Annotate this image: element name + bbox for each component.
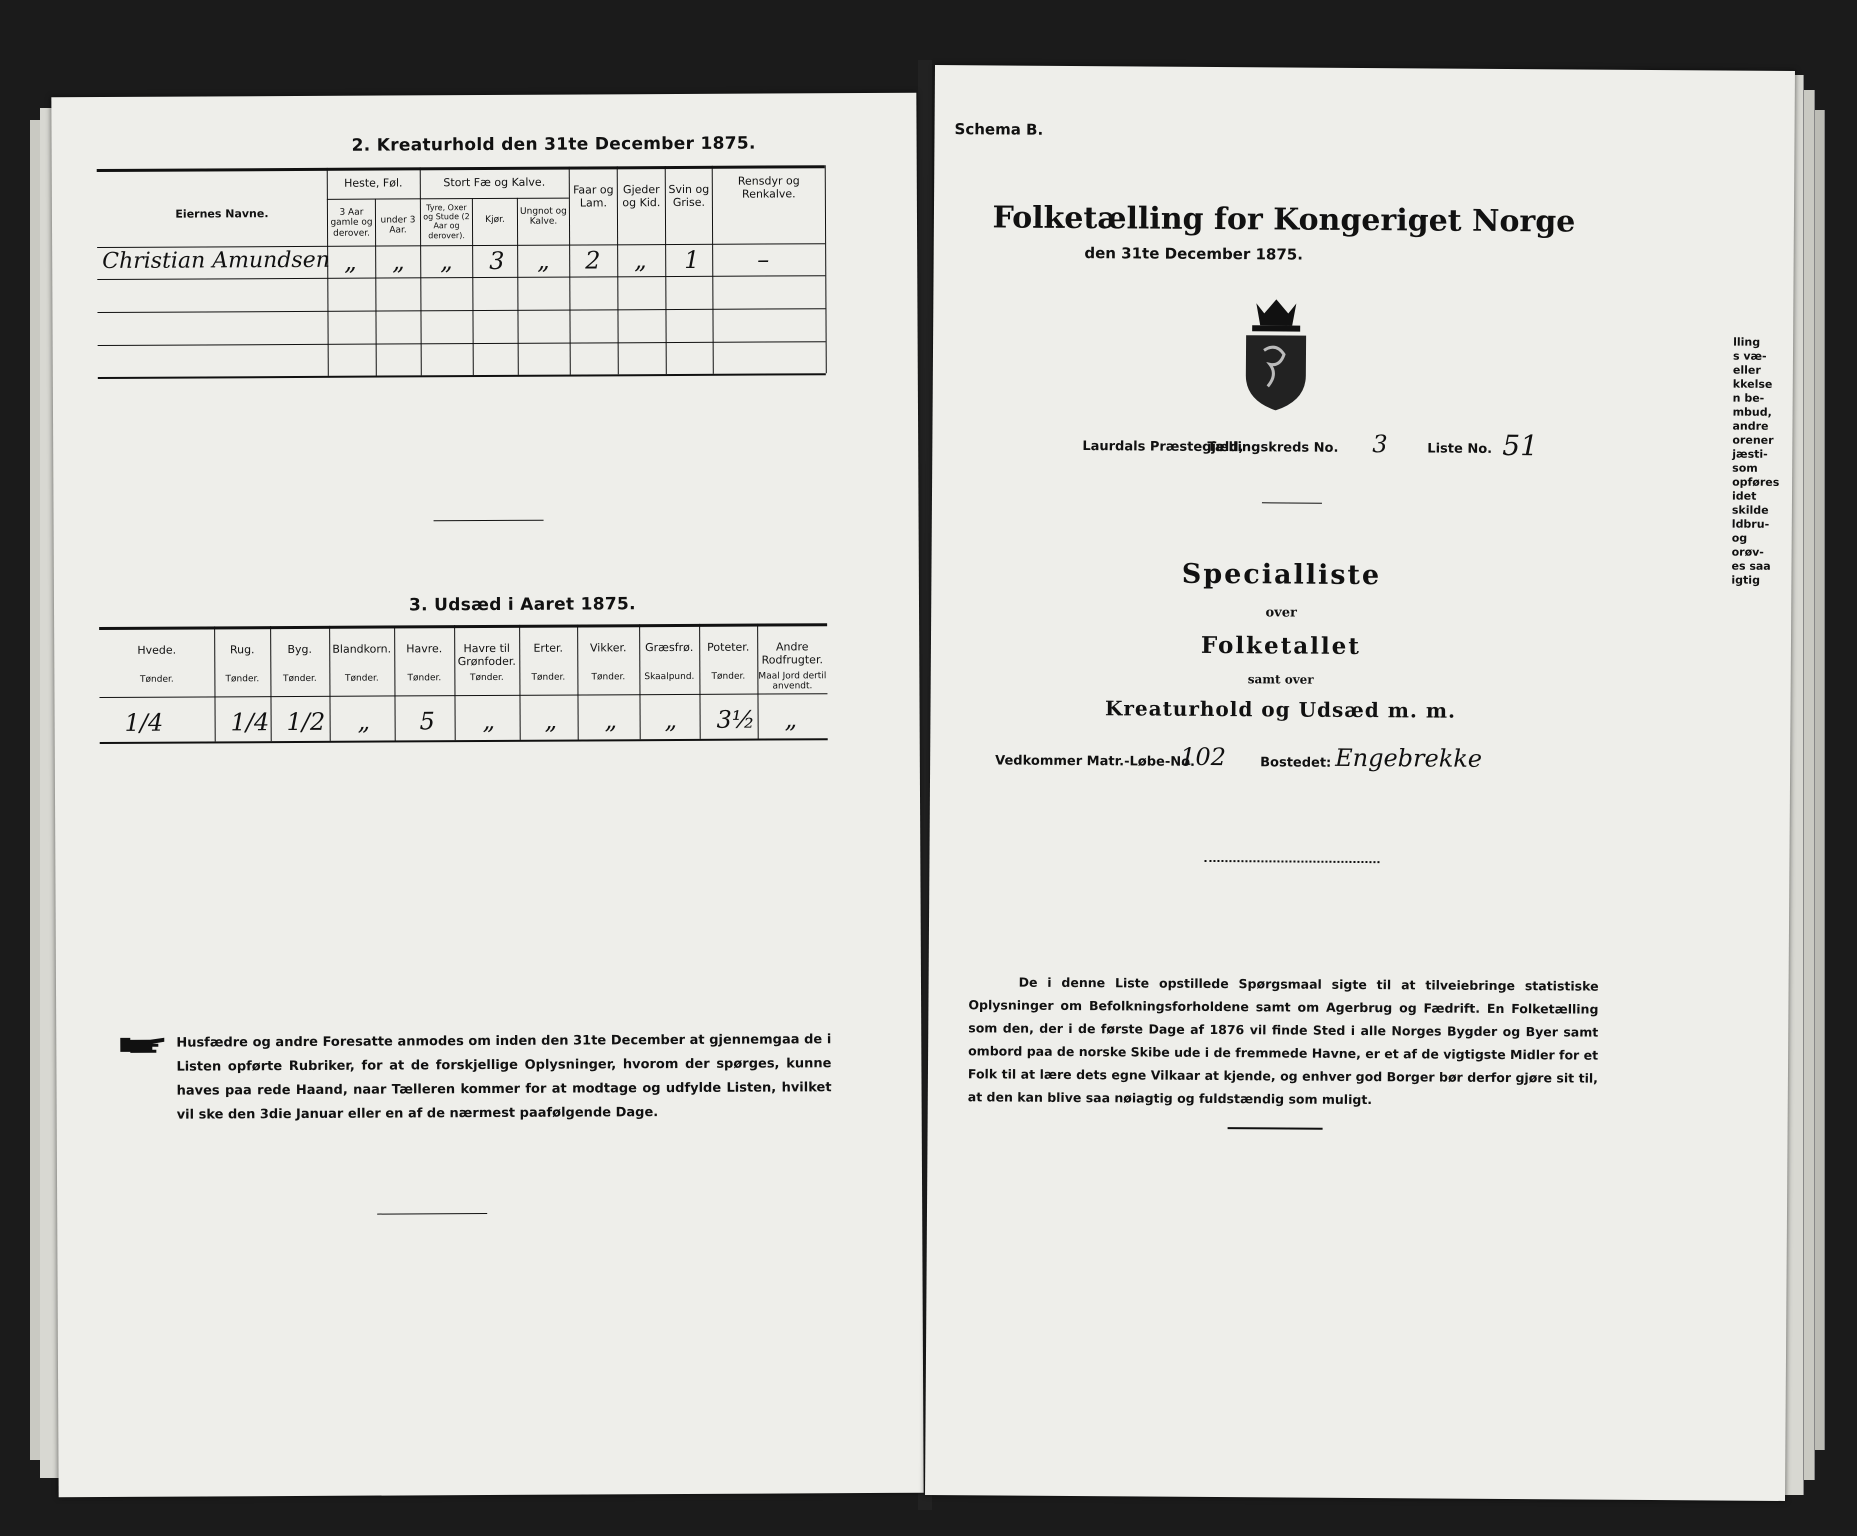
udsaed-col-name: Erter.	[533, 641, 564, 655]
udsaed-value: „	[544, 706, 558, 735]
margin-fragment: andre	[1732, 419, 1769, 433]
col-header: Gjeder og Kid.	[622, 183, 661, 209]
udsaed-col-name: Havre.	[406, 642, 443, 656]
margin-fragment: skilde	[1731, 503, 1769, 517]
margin-fragment: og	[1731, 531, 1748, 545]
margin-fragment: orøv-	[1731, 545, 1764, 559]
bostedet-value: Engebrekke	[1335, 743, 1483, 773]
col-header: Svin og Grise.	[668, 182, 710, 209]
group-rule	[327, 198, 569, 200]
udsaed-col-unit: Tønder.	[283, 673, 317, 685]
udsaed-col-name: Hvede.	[137, 643, 177, 657]
left-page	[51, 93, 923, 1498]
col-header: Tyre, Oxer og Stude (2 Aar og derover).	[423, 203, 470, 240]
udsaed-value: „	[784, 705, 798, 734]
col-header: Ungnot og Kalve.	[519, 206, 567, 228]
liste-value: 51	[1502, 428, 1539, 463]
margin-fragment: jæsti-	[1732, 447, 1768, 461]
margin-fragment: eller	[1732, 363, 1761, 377]
notice-text: Husfædre og andre Foresatte anmodes om inden den 31te December at gjennemgaa de i Listen opførte Rubriker, for at de forskjellige Oplysninger, hvorom der spørges, kunne haves paa rede Haand, naar Tælleren kommer for at modtage og udfylde Listen, hvilket vil ske den 3die Januar eller en af de nærmest paafølgende Dage.	[176, 1032, 832, 1123]
prestegjeld-label: Laurdals Præstegjeld,	[1082, 439, 1244, 456]
udsaed-col-name: Andre Rodfrugter.	[761, 640, 823, 667]
liste-label: Liste No.	[1427, 441, 1493, 457]
over-label: over	[1265, 605, 1297, 621]
margin-fragment: orener	[1732, 433, 1774, 447]
pointing-hand-icon	[118, 1032, 168, 1058]
col-header: Rensdyr og Renkalve.	[737, 174, 800, 201]
udsaed-col-unit: Tønder.	[591, 672, 626, 683]
heste-group-header: Heste, Føl.	[344, 176, 403, 190]
table-bottom-rule	[98, 373, 826, 379]
margin-fragment: kkelse	[1732, 377, 1773, 391]
udsaed-col-unit: Tønder.	[711, 671, 746, 682]
value-cell: „	[344, 247, 357, 276]
value-cell: 3	[489, 246, 505, 275]
udsaed-value: 1/4	[230, 708, 270, 737]
schema-label: Schema B.	[954, 120, 1044, 139]
value-cell: „	[440, 247, 453, 276]
explanation-paragraph: De i denne Liste opstillede Spørgsmaal sigte til at tilveiebringe statistiske Oplysninger om Befolkningsforholdene samt om Agerbrug og Fædrift. En Folketælling som den, der i de første Dage af 1876 vil finde Sted i alle Norges Bygder og Byer samt ombord paa de norske Skibe ude i de fremmede Havne, er et af de vigtigste Midler for et Folk til at lære dets egne Vilkaar at kjende, og enhver god Borger bør derfor gjøre sit til, at den kan blive saa nøiagtig og fuldstændig som muligt.	[967, 974, 1599, 1108]
margin-fragment: ldbru-	[1731, 517, 1770, 531]
udsaed-col-unit: Tønder.	[531, 672, 566, 683]
udsaed-col-unit: Tønder.	[345, 673, 379, 684]
udsaed-col-name: Rug.	[229, 643, 255, 657]
bostedet-label: Bostedet:	[1260, 755, 1332, 771]
col-header: 3 Aar gamle og derover.	[330, 207, 373, 239]
margin-fragment: opføres	[1732, 475, 1780, 489]
separator	[1228, 1127, 1323, 1130]
value-cell: 2	[585, 246, 601, 275]
separator	[434, 520, 544, 522]
udsaed-col-name: Byg.	[287, 642, 313, 657]
value-cell: „	[537, 246, 550, 275]
margin-fragment: n be-	[1732, 391, 1765, 405]
col-header: Faar og Lam.	[573, 183, 614, 210]
coat-of-arms-icon	[1236, 295, 1317, 411]
udsaed-value: „	[664, 706, 678, 735]
section3-title: 3. Udsæd i Aaret 1875.	[408, 594, 636, 616]
margin-fragment: idet	[1731, 489, 1757, 503]
udsaed-value: 1/4	[124, 708, 164, 737]
document-title: Folketælling for Kongeriget Norge	[992, 200, 1576, 240]
separator	[377, 1213, 487, 1215]
kreaturhold-label: Kreaturhold og Udsæd m. m.	[1104, 696, 1457, 723]
value-cell: „	[392, 247, 405, 276]
right-page	[925, 65, 1795, 1501]
udsaed-value: 5	[419, 707, 435, 736]
margin-fragment: mbud,	[1732, 405, 1772, 419]
stort-fae-group-header: Stort Fæ og Kalve.	[443, 175, 546, 190]
row-rule	[97, 275, 825, 280]
udsaed-col-unit: Tønder.	[407, 673, 442, 684]
folketallet-label: Folketallet	[1200, 631, 1362, 661]
col-header: Kjør.	[485, 214, 505, 226]
samt-over-label: samt over	[1247, 672, 1314, 687]
margin-fragment: s væ-	[1732, 349, 1767, 363]
matr-value: 102	[1180, 742, 1227, 772]
margin-fragment: igtig	[1731, 573, 1761, 587]
udsaed-col-name: Havre til Grønfoder.	[457, 641, 516, 668]
owner-name: Christian Amundsen	[102, 247, 330, 275]
separator	[1204, 860, 1379, 863]
udsaed-col-name: Poteter.	[707, 640, 750, 654]
udsaed-col-unit: Maal Jord dertil anvendt.	[758, 671, 827, 692]
col-header: under 3 Aar.	[380, 215, 416, 236]
value-cell: –	[757, 245, 770, 274]
udsaed-col-unit: Tønder.	[225, 674, 260, 685]
margin-fragment: lling	[1733, 335, 1761, 349]
kreds-value: 3	[1372, 430, 1388, 459]
row-rule	[98, 341, 826, 346]
udsaed-col-unit: Tønder.	[140, 674, 174, 685]
owner-name-header: Eiernes Navne.	[175, 207, 269, 221]
udsaed-value: 3½	[716, 705, 756, 734]
table-header-rule	[97, 243, 825, 248]
margin-text-fragments	[1731, 336, 1788, 588]
margin-fragment: es saa	[1731, 559, 1771, 573]
separator	[1262, 502, 1322, 503]
udsaed-col-unit: Tønder.	[470, 672, 504, 684]
row-rule	[97, 308, 825, 313]
value-cell: „	[634, 246, 647, 275]
udsaed-col-name: Græsfrø.	[645, 640, 694, 655]
table-top-rule	[97, 165, 825, 172]
matr-label: Vedkommer Matr.-Løbe-No.	[995, 753, 1196, 770]
udsaed-value: „	[482, 706, 496, 736]
margin-fragment: som	[1732, 461, 1758, 475]
udsaed-value: „	[604, 706, 618, 735]
section2-title: 2. Kreaturhold den 31te December 1875.	[351, 133, 756, 156]
udsaed-value: „	[357, 707, 371, 736]
kreds-label: Tællingskreds No.	[1207, 439, 1339, 456]
specialliste-title: Specialliste	[1181, 558, 1382, 592]
udsaed-col-name: Vikker.	[589, 641, 627, 655]
udsaed-col-unit: Skaalpund.	[644, 671, 695, 683]
udsaed-col-name: Blandkorn.	[332, 642, 392, 656]
document-date: den 31te December 1875.	[1084, 244, 1304, 264]
udsaed-value: 1/2	[286, 707, 326, 737]
value-cell: 1	[684, 245, 700, 274]
